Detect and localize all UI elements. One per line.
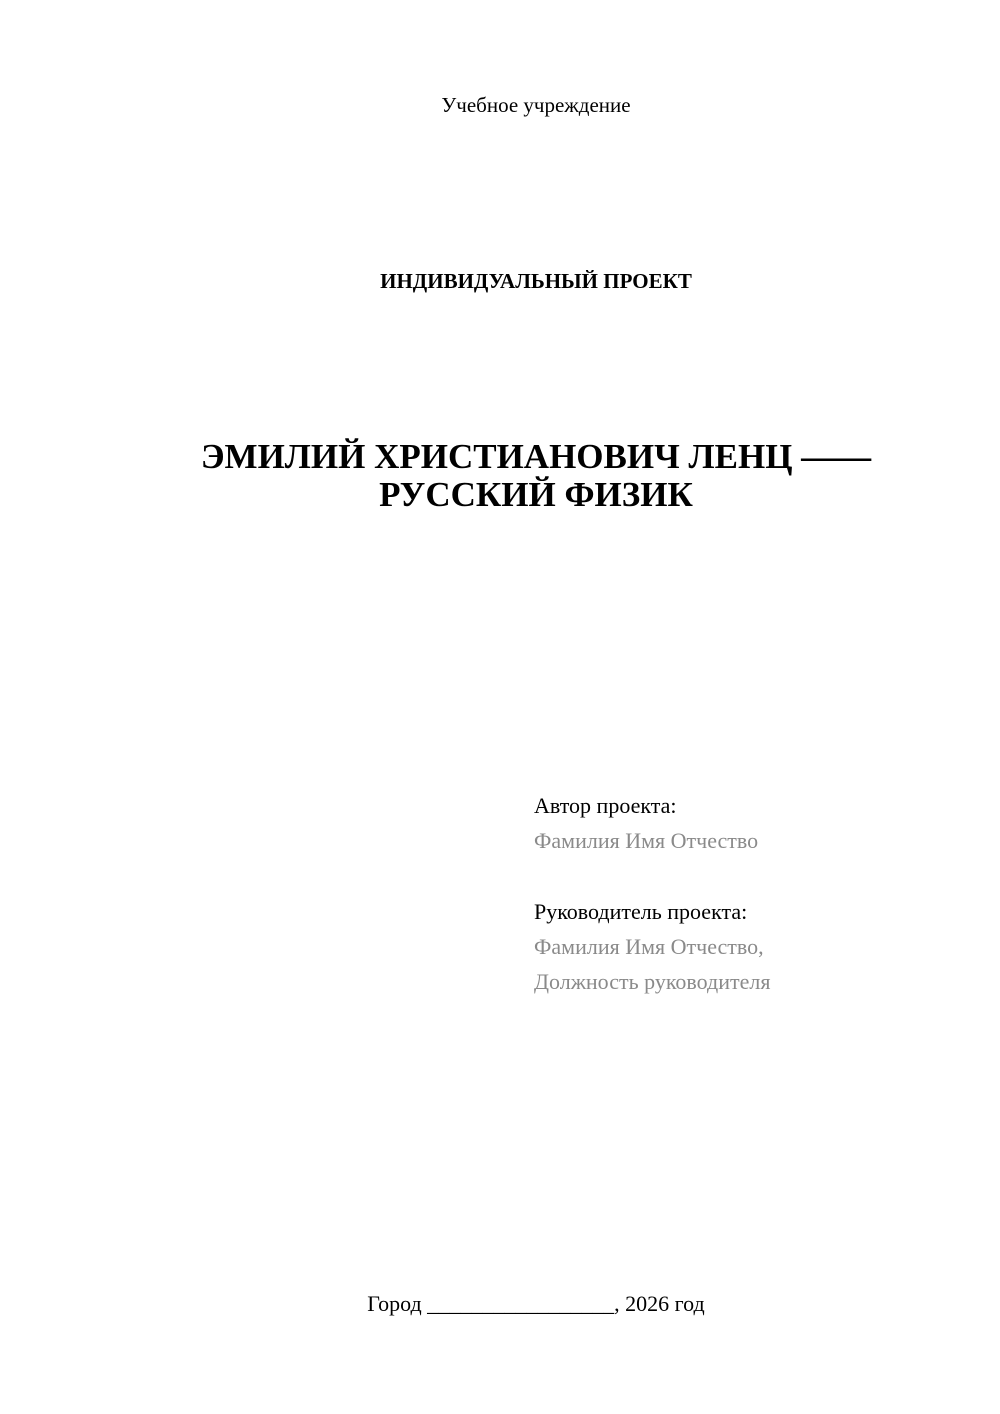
city-year-line: Город _________________, 2026 год [367, 1291, 705, 1316]
author-name: Фамилия Имя Отчество [534, 828, 759, 853]
credits-block [534, 788, 974, 999]
credits-spacer [534, 858, 974, 894]
author-label: Автор проекта: [534, 793, 677, 818]
supervisor-position: Должность руководителя [534, 969, 771, 994]
supervisor-label: Руководитель проекта: [534, 899, 748, 924]
supervisor-name: Фамилия Имя Отчество, [534, 934, 764, 959]
institution-name: Учебное учреждение [441, 93, 631, 117]
project-title-line-1: ЭМИЛИЙ ХРИСТИАНОВИЧ ЛЕНЦ —— [200, 437, 872, 476]
project-title-line-2: РУССКИЙ ФИЗИК [379, 475, 693, 514]
project-type-heading: ИНДИВИДУАЛЬНЫЙ ПРОЕКТ [380, 269, 692, 293]
project-title [0, 438, 1000, 514]
